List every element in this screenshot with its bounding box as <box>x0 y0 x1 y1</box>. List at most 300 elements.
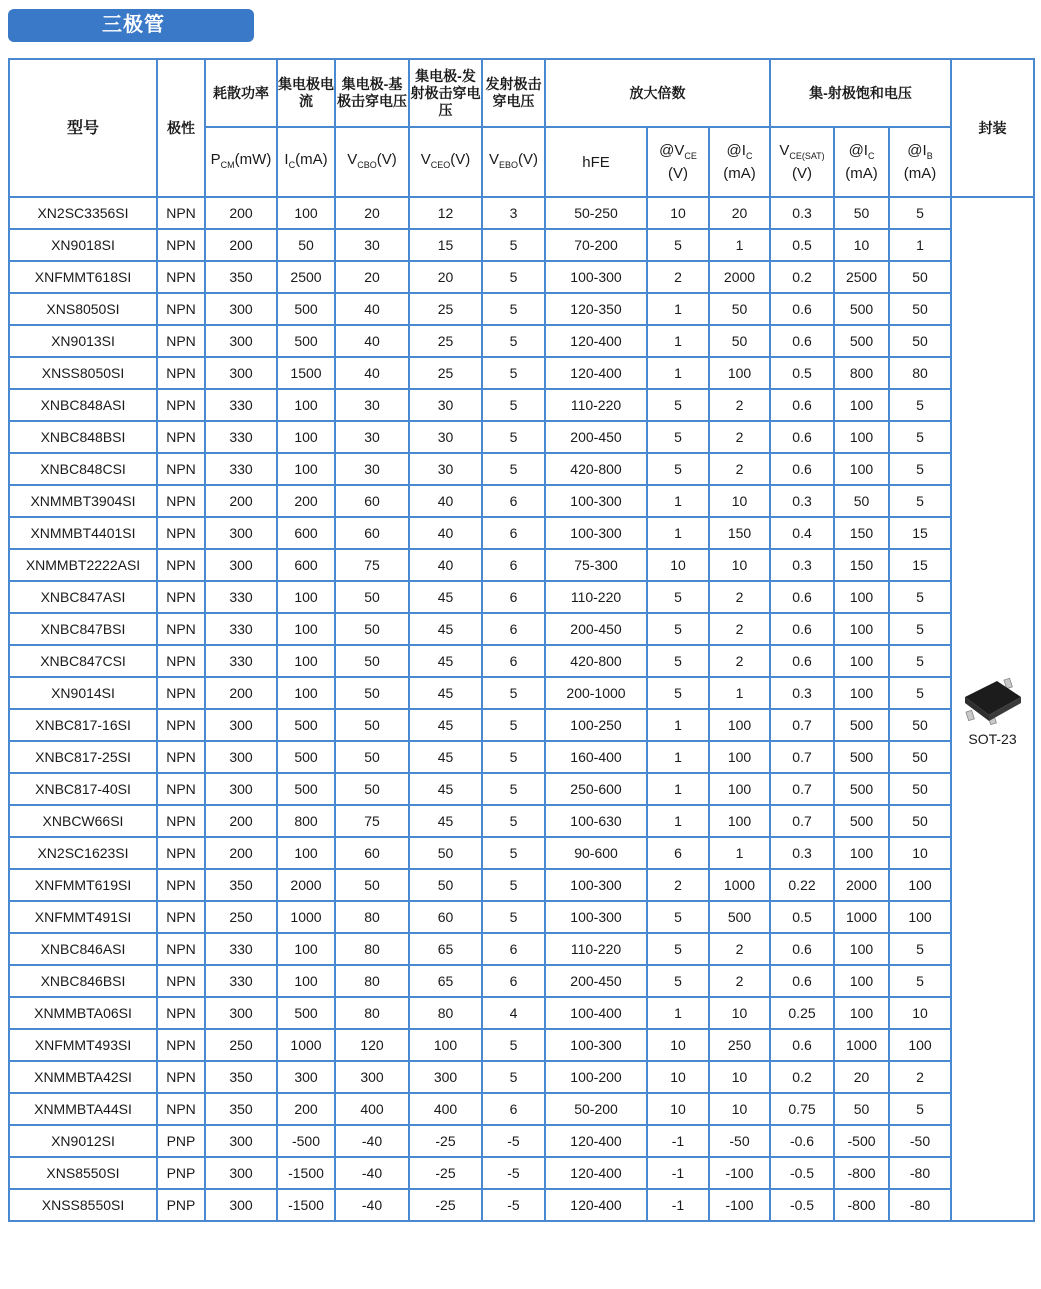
table-row <box>9 1029 1034 1061</box>
cell-at-ic: 20 <box>709 197 770 229</box>
cell-vceo: 60 <box>409 901 482 933</box>
cell-model: XNBC848BSI <box>9 421 157 453</box>
cell-hfe: 100-300 <box>545 485 647 517</box>
cell-vcbo: -40 <box>335 1189 409 1221</box>
cell-vcbo: 80 <box>335 997 409 1029</box>
cell-at-ib: 5 <box>889 933 951 965</box>
cell-pcm: 300 <box>205 1189 277 1221</box>
cell-polarity: NPN <box>157 645 205 677</box>
cell-vceo: 45 <box>409 741 482 773</box>
cell-at-ic: 150 <box>709 517 770 549</box>
cell-vceo: 40 <box>409 549 482 581</box>
cell-at-ic-sat: 100 <box>834 997 889 1029</box>
cell-vceo: 12 <box>409 197 482 229</box>
header-polarity: 极性 <box>157 59 205 197</box>
cell-ic: -1500 <box>277 1189 335 1221</box>
cell-at-ic-sat: 50 <box>834 1093 889 1125</box>
cell-vce-sat: 0.75 <box>770 1093 834 1125</box>
cell-model: XNMMBTA42SI <box>9 1061 157 1093</box>
package-cell <box>951 197 1034 1221</box>
cell-at-ic: 10 <box>709 997 770 1029</box>
cell-at-ib: -80 <box>889 1157 951 1189</box>
cell-vce-sat: 0.25 <box>770 997 834 1029</box>
cell-model: XN2SC1623SI <box>9 837 157 869</box>
cell-hfe: 200-450 <box>545 613 647 645</box>
cell-vce-sat: 0.5 <box>770 357 834 389</box>
header-package: 封装 <box>951 59 1034 197</box>
cell-at-ib: 50 <box>889 709 951 741</box>
cell-vce-sat: 0.6 <box>770 613 834 645</box>
table-row <box>9 741 1034 773</box>
cell-at-vce: 5 <box>647 645 709 677</box>
cell-vce-sat: 0.6 <box>770 325 834 357</box>
cell-vce-sat: 0.6 <box>770 581 834 613</box>
cell-at-vce: 5 <box>647 421 709 453</box>
cell-vceo: 65 <box>409 933 482 965</box>
cell-at-ic: 100 <box>709 773 770 805</box>
table-row <box>9 357 1034 389</box>
cell-vcbo: 40 <box>335 325 409 357</box>
cell-at-vce: 1 <box>647 357 709 389</box>
cell-model: XNFMMT491SI <box>9 901 157 933</box>
cell-ic: 600 <box>277 549 335 581</box>
cell-at-ib: 5 <box>889 453 951 485</box>
cell-at-ic-sat: 1000 <box>834 1029 889 1061</box>
cell-at-ic-sat: -800 <box>834 1157 889 1189</box>
table-row <box>9 325 1034 357</box>
cell-vebo: -5 <box>482 1157 545 1189</box>
cell-hfe: 250-600 <box>545 773 647 805</box>
cell-pcm: 350 <box>205 261 277 293</box>
cell-pcm: 300 <box>205 773 277 805</box>
cell-hfe: 160-400 <box>545 741 647 773</box>
cell-at-ic: -100 <box>709 1189 770 1221</box>
cell-vebo: 5 <box>482 325 545 357</box>
cell-pcm: 200 <box>205 229 277 261</box>
cell-at-ic: 2 <box>709 965 770 997</box>
cell-at-ib: 50 <box>889 741 951 773</box>
cell-at-ic: 10 <box>709 1061 770 1093</box>
cell-vebo: 6 <box>482 517 545 549</box>
cell-at-ib: -50 <box>889 1125 951 1157</box>
cell-vebo: 6 <box>482 1093 545 1125</box>
table-row <box>9 485 1034 517</box>
cell-hfe: 120-400 <box>545 357 647 389</box>
cell-at-ic-sat: 500 <box>834 805 889 837</box>
cell-vcbo: 60 <box>335 485 409 517</box>
cell-vceo: 65 <box>409 965 482 997</box>
cell-hfe: 100-400 <box>545 997 647 1029</box>
cell-at-ic: 10 <box>709 1093 770 1125</box>
cell-vceo: 25 <box>409 293 482 325</box>
cell-vebo: -5 <box>482 1125 545 1157</box>
table-row <box>9 645 1034 677</box>
package-label: SOT-23 <box>968 731 1017 747</box>
cell-hfe: 100-630 <box>545 805 647 837</box>
cell-model: XNBC847BSI <box>9 613 157 645</box>
table-row <box>9 805 1034 837</box>
cell-vce-sat: 0.2 <box>770 261 834 293</box>
cell-at-vce: 5 <box>647 901 709 933</box>
cell-polarity: NPN <box>157 229 205 261</box>
cell-vce-sat: -0.5 <box>770 1157 834 1189</box>
cell-at-vce: 2 <box>647 261 709 293</box>
cell-model: XNBC817-25SI <box>9 741 157 773</box>
sot23-package-icon <box>961 671 1025 727</box>
cell-model: XNBC848ASI <box>9 389 157 421</box>
cell-hfe: 100-300 <box>545 1029 647 1061</box>
cell-vebo: 6 <box>482 613 545 645</box>
cell-polarity: NPN <box>157 741 205 773</box>
cell-vebo: 5 <box>482 261 545 293</box>
header-gain: 放大倍数 <box>545 59 770 127</box>
table-row <box>9 389 1034 421</box>
cell-at-ib: 5 <box>889 613 951 645</box>
cell-hfe: 120-400 <box>545 1157 647 1189</box>
cell-vceo: 45 <box>409 805 482 837</box>
cell-at-ib: 100 <box>889 901 951 933</box>
cell-vcbo: -40 <box>335 1157 409 1189</box>
cell-at-ic: 10 <box>709 485 770 517</box>
cell-polarity: NPN <box>157 261 205 293</box>
cell-at-ic-sat: 150 <box>834 549 889 581</box>
cell-at-vce: 5 <box>647 613 709 645</box>
cell-polarity: NPN <box>157 805 205 837</box>
cell-at-ic: 500 <box>709 901 770 933</box>
cell-model: XNS8550SI <box>9 1157 157 1189</box>
cell-at-vce: 10 <box>647 1029 709 1061</box>
cell-pcm: 300 <box>205 293 277 325</box>
cell-hfe: 120-400 <box>545 1189 647 1221</box>
cell-pcm: 200 <box>205 197 277 229</box>
cell-vceo: -25 <box>409 1157 482 1189</box>
cell-hfe: 100-300 <box>545 869 647 901</box>
cell-model: XN9013SI <box>9 325 157 357</box>
cell-at-vce: -1 <box>647 1125 709 1157</box>
cell-vebo: 5 <box>482 229 545 261</box>
cell-vebo: 5 <box>482 1061 545 1093</box>
cell-vebo: 5 <box>482 357 545 389</box>
cell-hfe: 200-450 <box>545 421 647 453</box>
cell-vebo: 5 <box>482 293 545 325</box>
cell-at-ic-sat: 500 <box>834 741 889 773</box>
cell-pcm: 330 <box>205 581 277 613</box>
cell-at-ic: 100 <box>709 741 770 773</box>
table-row <box>9 613 1034 645</box>
cell-at-ic-sat: 1000 <box>834 901 889 933</box>
cell-model: XNBC846BSI <box>9 965 157 997</box>
cell-ic: 1000 <box>277 901 335 933</box>
cell-polarity: NPN <box>157 453 205 485</box>
cell-at-ic-sat: 100 <box>834 613 889 645</box>
cell-vce-sat: -0.5 <box>770 1189 834 1221</box>
cell-vce-sat: 0.6 <box>770 293 834 325</box>
cell-at-vce: 5 <box>647 453 709 485</box>
cell-at-ib: 15 <box>889 517 951 549</box>
cell-vebo: 5 <box>482 1029 545 1061</box>
cell-model: XNFMMT493SI <box>9 1029 157 1061</box>
cell-at-ib: 5 <box>889 965 951 997</box>
cell-vceo: 45 <box>409 645 482 677</box>
cell-at-vce: 2 <box>647 869 709 901</box>
cell-at-vce: 1 <box>647 293 709 325</box>
cell-at-ic-sat: 100 <box>834 453 889 485</box>
cell-vce-sat: 0.3 <box>770 197 834 229</box>
table-row <box>9 869 1034 901</box>
cell-vceo: 45 <box>409 581 482 613</box>
cell-at-vce: 1 <box>647 517 709 549</box>
cell-at-vce: 1 <box>647 741 709 773</box>
unit-at-vce: $@V_{CE}$ (V) <box>647 127 709 197</box>
cell-pcm: 200 <box>205 677 277 709</box>
cell-vcbo: 50 <box>335 773 409 805</box>
table-row <box>9 901 1034 933</box>
cell-hfe: 50-250 <box>545 197 647 229</box>
cell-ic: -500 <box>277 1125 335 1157</box>
cell-ic: 300 <box>277 1061 335 1093</box>
cell-vce-sat: 0.6 <box>770 645 834 677</box>
cell-vceo: -25 <box>409 1189 482 1221</box>
cell-model: XNBC847CSI <box>9 645 157 677</box>
cell-vceo: 80 <box>409 997 482 1029</box>
cell-hfe: 110-220 <box>545 389 647 421</box>
cell-vebo: 5 <box>482 709 545 741</box>
cell-at-vce: 5 <box>647 933 709 965</box>
cell-at-ic: 1 <box>709 837 770 869</box>
cell-hfe: 100-200 <box>545 1061 647 1093</box>
cell-at-ib: 1 <box>889 229 951 261</box>
cell-model: XNFMMT619SI <box>9 869 157 901</box>
cell-pcm: 200 <box>205 805 277 837</box>
table-row <box>9 709 1034 741</box>
cell-at-ic: 10 <box>709 549 770 581</box>
cell-at-ic-sat: 100 <box>834 837 889 869</box>
cell-ic: 100 <box>277 645 335 677</box>
unit-ic: $I_C(mA)$ <box>277 127 335 197</box>
cell-polarity: NPN <box>157 1029 205 1061</box>
cell-vcbo: 300 <box>335 1061 409 1093</box>
cell-pcm: 300 <box>205 1125 277 1157</box>
cell-at-ic-sat: 800 <box>834 357 889 389</box>
cell-at-vce: 1 <box>647 773 709 805</box>
cell-hfe: 420-800 <box>545 645 647 677</box>
table-row <box>9 1093 1034 1125</box>
cell-at-ic: 2 <box>709 421 770 453</box>
cell-polarity: PNP <box>157 1189 205 1221</box>
cell-at-ic: 1 <box>709 229 770 261</box>
cell-vce-sat: 0.6 <box>770 389 834 421</box>
cell-hfe: 120-350 <box>545 293 647 325</box>
cell-at-ic-sat: 2000 <box>834 869 889 901</box>
cell-model: XN9012SI <box>9 1125 157 1157</box>
cell-at-vce: -1 <box>647 1157 709 1189</box>
cell-ic: 100 <box>277 965 335 997</box>
cell-ic: 100 <box>277 453 335 485</box>
cell-at-ib: 5 <box>889 677 951 709</box>
cell-pcm: 300 <box>205 709 277 741</box>
cell-at-vce: 1 <box>647 709 709 741</box>
unit-vcbo: $V_{CBO}(V)$ <box>335 127 409 197</box>
cell-at-vce: 5 <box>647 677 709 709</box>
cell-ic: -1500 <box>277 1157 335 1189</box>
cell-at-vce: 10 <box>647 549 709 581</box>
cell-hfe: 100-300 <box>545 901 647 933</box>
cell-vce-sat: 0.4 <box>770 517 834 549</box>
header-vebo: 发射极击穿电压 <box>482 59 545 127</box>
cell-polarity: NPN <box>157 613 205 645</box>
cell-polarity: NPN <box>157 773 205 805</box>
unit-at-ic: $@I_C$ (mA) <box>709 127 770 197</box>
cell-at-vce: 5 <box>647 229 709 261</box>
cell-hfe: 420-800 <box>545 453 647 485</box>
cell-vebo: 6 <box>482 549 545 581</box>
cell-hfe: 200-1000 <box>545 677 647 709</box>
table-row <box>9 1157 1034 1189</box>
cell-at-ic-sat: 100 <box>834 581 889 613</box>
cell-pcm: 350 <box>205 1093 277 1125</box>
cell-hfe: 100-250 <box>545 709 647 741</box>
cell-vceo: 45 <box>409 773 482 805</box>
table-row <box>9 453 1034 485</box>
cell-vce-sat: 0.6 <box>770 1029 834 1061</box>
cell-ic: 100 <box>277 389 335 421</box>
cell-vce-sat: 0.6 <box>770 933 834 965</box>
unit-at-ic-sat: $@I_C$ (mA) <box>834 127 889 197</box>
cell-pcm: 330 <box>205 965 277 997</box>
cell-vebo: 5 <box>482 869 545 901</box>
table-row <box>9 837 1034 869</box>
cell-vebo: 5 <box>482 741 545 773</box>
cell-model: XNMMBTA44SI <box>9 1093 157 1125</box>
cell-model: XNMMBT4401SI <box>9 517 157 549</box>
cell-vebo: 5 <box>482 453 545 485</box>
cell-ic: 500 <box>277 709 335 741</box>
cell-hfe: 120-400 <box>545 325 647 357</box>
cell-ic: 2000 <box>277 869 335 901</box>
cell-ic: 600 <box>277 517 335 549</box>
cell-polarity: NPN <box>157 517 205 549</box>
cell-polarity: NPN <box>157 1061 205 1093</box>
cell-at-vce: 5 <box>647 965 709 997</box>
cell-hfe: 70-200 <box>545 229 647 261</box>
cell-polarity: NPN <box>157 997 205 1029</box>
cell-vcbo: 20 <box>335 261 409 293</box>
cell-at-ib: 5 <box>889 581 951 613</box>
cell-vcbo: 50 <box>335 869 409 901</box>
cell-ic: 100 <box>277 421 335 453</box>
table-row <box>9 773 1034 805</box>
cell-vce-sat: 0.5 <box>770 901 834 933</box>
cell-pcm: 330 <box>205 645 277 677</box>
cell-vce-sat: 0.22 <box>770 869 834 901</box>
transistor-spec-table <box>8 58 1035 1222</box>
unit-vce-sat: $V_{CE(SAT)}$ (V) <box>770 127 834 197</box>
header-model: 型号 <box>9 59 157 197</box>
cell-vcbo: 80 <box>335 933 409 965</box>
cell-vcbo: 80 <box>335 901 409 933</box>
cell-hfe: 100-300 <box>545 261 647 293</box>
table-body <box>9 197 1034 1221</box>
cell-at-vce: 1 <box>647 805 709 837</box>
cell-at-vce: 5 <box>647 389 709 421</box>
cell-vcbo: 120 <box>335 1029 409 1061</box>
cell-pcm: 300 <box>205 741 277 773</box>
cell-vcbo: 75 <box>335 805 409 837</box>
cell-vceo: 40 <box>409 485 482 517</box>
cell-at-ic-sat: 10 <box>834 229 889 261</box>
cell-polarity: NPN <box>157 357 205 389</box>
cell-polarity: PNP <box>157 1157 205 1189</box>
cell-vceo: 15 <box>409 229 482 261</box>
cell-at-ic-sat: 20 <box>834 1061 889 1093</box>
cell-at-ic: -100 <box>709 1157 770 1189</box>
cell-polarity: NPN <box>157 965 205 997</box>
cell-model: XNSS8550SI <box>9 1189 157 1221</box>
cell-vceo: 300 <box>409 1061 482 1093</box>
cell-ic: 200 <box>277 485 335 517</box>
cell-hfe: 90-600 <box>545 837 647 869</box>
cell-at-ib: 2 <box>889 1061 951 1093</box>
cell-vcbo: 75 <box>335 549 409 581</box>
header-vcbo: 集电极-基极击穿电压 <box>335 59 409 127</box>
cell-pcm: 330 <box>205 421 277 453</box>
cell-at-ib: 10 <box>889 837 951 869</box>
cell-pcm: 300 <box>205 325 277 357</box>
cell-at-ib: 5 <box>889 197 951 229</box>
cell-at-vce: 10 <box>647 1093 709 1125</box>
cell-model: XNBC817-40SI <box>9 773 157 805</box>
cell-vceo: 400 <box>409 1093 482 1125</box>
table-row <box>9 965 1034 997</box>
cell-pcm: 200 <box>205 485 277 517</box>
cell-vceo: 30 <box>409 453 482 485</box>
cell-vcbo: 400 <box>335 1093 409 1125</box>
cell-vcbo: 40 <box>335 293 409 325</box>
cell-model: XNBC846ASI <box>9 933 157 965</box>
unit-vebo: $V_{EBO}(V)$ <box>482 127 545 197</box>
cell-vebo: 6 <box>482 581 545 613</box>
cell-vceo: 20 <box>409 261 482 293</box>
cell-polarity: PNP <box>157 1125 205 1157</box>
cell-vcbo: 50 <box>335 677 409 709</box>
cell-polarity: NPN <box>157 325 205 357</box>
cell-ic: 2500 <box>277 261 335 293</box>
cell-at-ic: 1 <box>709 677 770 709</box>
cell-ic: 1000 <box>277 1029 335 1061</box>
cell-vcbo: -40 <box>335 1125 409 1157</box>
cell-vcbo: 30 <box>335 229 409 261</box>
cell-ic: 100 <box>277 933 335 965</box>
cell-at-ic: 2 <box>709 613 770 645</box>
cell-pcm: 330 <box>205 613 277 645</box>
cell-vebo: -5 <box>482 1189 545 1221</box>
cell-vebo: 5 <box>482 901 545 933</box>
cell-model: XNS8050SI <box>9 293 157 325</box>
cell-vcbo: 80 <box>335 965 409 997</box>
cell-at-ib: 50 <box>889 293 951 325</box>
table-row <box>9 517 1034 549</box>
cell-vceo: 50 <box>409 869 482 901</box>
cell-model: XNMMBTA06SI <box>9 997 157 1029</box>
cell-pcm: 350 <box>205 869 277 901</box>
cell-pcm: 300 <box>205 357 277 389</box>
table-row <box>9 581 1034 613</box>
cell-vebo: 5 <box>482 805 545 837</box>
cell-vceo: 100 <box>409 1029 482 1061</box>
cell-at-ib: 5 <box>889 485 951 517</box>
cell-at-vce: 6 <box>647 837 709 869</box>
cell-vceo: 25 <box>409 357 482 389</box>
